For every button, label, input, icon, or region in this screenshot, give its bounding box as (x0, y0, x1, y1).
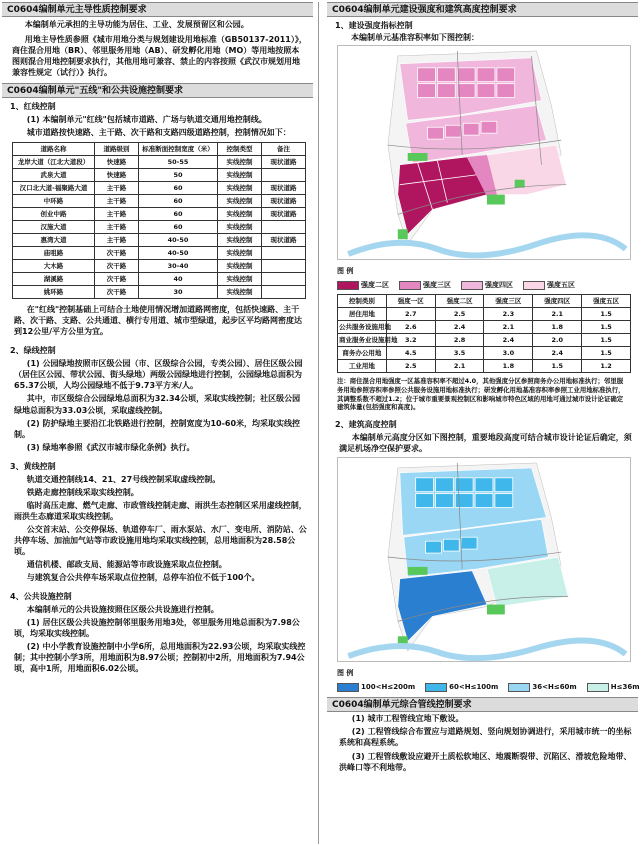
section-header-pipelines: C0604编制单元综合管线控制要求 (327, 697, 638, 712)
intensity-paragraph: 本编制单元基准容积率如下图控制： (351, 33, 479, 43)
public-facility-paragraph-3: (2) 中小学教育设施控制中小学6所，总用地面积为22.93公顷，均采取实线控制；其中控制小学3所，用地面积为8.97公顷；控制初中2所，用地面积为7.94公顷，高中1所，用地面积6.02公顷。 (14, 642, 306, 674)
legend-swatch (337, 683, 359, 692)
table-cell: 1.8 (484, 360, 533, 373)
table-cell: 实线控制 (218, 182, 262, 195)
table-cell: 主干路 (95, 221, 139, 234)
table-row (13, 234, 306, 247)
section-header-five-lines: C0604编制单元"五线"和公共设施控制要求 (2, 83, 313, 98)
table-row (13, 208, 306, 221)
table-row (13, 273, 306, 286)
legend-item (425, 683, 498, 693)
table-row (338, 321, 631, 334)
legend-item (523, 281, 575, 291)
intensity-table-header-cell: 强度五区 (582, 295, 631, 308)
table-cell: 现状道路 (262, 195, 306, 208)
table-row (13, 286, 306, 299)
table-row (13, 195, 306, 208)
road-table-header-cell: 备注 (262, 143, 306, 156)
green-line-paragraph-4: (3) 绿地率参照《武汉市城市绿化条例》执行。 (26, 442, 195, 452)
table-cell: 2.6 (386, 321, 435, 334)
table-row (338, 347, 631, 360)
legend-item (337, 683, 415, 693)
table-cell: 汉施大道 (13, 221, 95, 234)
table-cell (262, 286, 306, 299)
legend-label: 100<H≤200m (361, 682, 416, 691)
table-cell: 40-50 (138, 247, 217, 260)
table-row (338, 360, 631, 373)
table-cell: 现状道路 (262, 156, 306, 169)
table-cell: 惠湾大道 (13, 234, 95, 247)
legend-item (337, 281, 389, 291)
table-cell: 居住用地 (338, 308, 387, 321)
table-cell: 1.5 (533, 360, 582, 373)
yellow-line-item: 公交首末站、公交停保场、轨道停车厂、雨水泵站、水厂、变电所、消防站、公共停车场、加油加气站等市政设施用地均采取实线控制，总用地面积为28.58公顷。 (14, 524, 307, 556)
yellow-line-item: 铁路走廊控制线采取实线控制。 (26, 487, 139, 497)
intensity-table-header-cell: 控制类别 (338, 295, 387, 308)
table-cell: 4.5 (386, 347, 435, 360)
table-cell: 2.4 (484, 334, 533, 347)
height-zoning-map (337, 457, 631, 662)
section-header-intensity: C0604编制单元建设强度和建筑高度控制要求 (327, 2, 638, 17)
table-cell: 实线控制 (218, 260, 262, 273)
table-cell: 龙岸大道（江北大道段） (13, 156, 95, 169)
table-cell (262, 260, 306, 273)
intensity-legend (327, 265, 638, 279)
table-cell: 2.0 (533, 334, 582, 347)
green-line-paragraph-2: 其中，市区级综合公园绿地总面积为32.34公顷，采取实线控制；社区级公园绿地总面积为33.03公顷，采取虚线控制。 (14, 394, 301, 415)
public-facility-paragraph-1: 本编制单元的公共设施按照住区级公共设施进行控制。 (26, 604, 219, 614)
intensity-title: 1、建设强度指标控制 (335, 21, 413, 30)
table-cell: 2.1 (533, 308, 582, 321)
yellow-line-item: 与建筑复合公共停车场采取点位控制，总停车泊位不低于100个。 (26, 572, 260, 582)
table-cell: 实线控制 (218, 286, 262, 299)
table-cell: 2.7 (386, 308, 435, 321)
table-cell: 60 (138, 208, 217, 221)
legend-label: H≤36m (610, 682, 640, 691)
table-cell: 2.5 (386, 360, 435, 373)
table-cell: 实线控制 (218, 221, 262, 234)
table-cell: 次干路 (95, 273, 139, 286)
table-cell: 主干路 (95, 208, 139, 221)
table-cell: 主干路 (95, 182, 139, 195)
table-cell: 60 (138, 221, 217, 234)
table-cell: 现状道路 (262, 234, 306, 247)
function-paragraph-1: 本编制单元承担的主导功能为居住、工业、发展预留区和公园。 (24, 20, 249, 29)
public-facility-title: 4、公共设施控制 (10, 591, 72, 601)
table-cell: 1.5 (582, 334, 631, 347)
legend-item (461, 281, 513, 291)
table-cell: 2.4 (533, 347, 582, 360)
table-cell: 武泉大道 (13, 169, 95, 182)
height-legend-items (327, 681, 638, 695)
red-line-title: 1、红线控制 (10, 102, 56, 112)
column-divider (318, 2, 319, 844)
right-column (327, 2, 638, 844)
legend-title: 图 例 (337, 267, 354, 276)
legend-swatch (425, 683, 447, 692)
legend-swatch (508, 683, 530, 692)
table-cell: 大木路 (13, 260, 95, 273)
left-column (2, 2, 313, 844)
road-table (12, 142, 306, 299)
table-cell: 50-55 (138, 156, 217, 169)
table-cell: 30 (138, 286, 217, 299)
table-cell: 快速路 (95, 169, 139, 182)
table-cell: 2.1 (484, 321, 533, 334)
table-cell: 商务办公用地 (338, 347, 387, 360)
table-cell: 1.5 (582, 308, 631, 321)
table-cell (262, 273, 306, 286)
road-table-header (13, 143, 306, 156)
table-cell: 1.5 (582, 347, 631, 360)
green-line-paragraph-1: (1) 公园绿地按照市区级公园（市、区级综合公园，专类公园）、居住区级公园（居住区公园、带状公园、街头绿地）两级公园绿地进行控制，公园绿地总面积为65.37公顷，人均公园绿地不低于9.73平方米/人。 (14, 359, 303, 391)
table-cell: 60 (138, 182, 217, 195)
legend-label: 36<H≤60m (532, 682, 577, 691)
table-cell (262, 169, 306, 182)
table-row (13, 169, 306, 182)
table-cell: 2.1 (435, 360, 484, 373)
table-cell: 主干路 (95, 195, 139, 208)
table-cell: 60 (138, 195, 217, 208)
road-table-header-cell: 道路名称 (13, 143, 95, 156)
table-cell: 1.5 (582, 321, 631, 334)
yellow-line-title: 3、黄线控制 (10, 461, 56, 471)
legend-swatch (587, 683, 609, 692)
legend-item (399, 281, 451, 291)
table-row (338, 308, 631, 321)
table-cell: 汉口北大道-福聚路大道 (13, 182, 95, 195)
legend-label: 强度四区 (485, 280, 513, 289)
table-cell: 次干路 (95, 247, 139, 260)
public-facility-paragraph-2: (1) 居住区级公共设施控制邻里服务用地3处，邻里服务用地总面积为7.98公顷，均采取实线控制。 (14, 618, 300, 639)
section-header-function: C0604编制单元主导性质控制要求 (2, 2, 313, 17)
road-table-header-cell: 道路级别 (95, 143, 139, 156)
height-legend (327, 667, 638, 681)
legend-label: 强度三区 (423, 280, 451, 289)
table-cell: 现状道路 (262, 182, 306, 195)
table-cell: 实线控制 (218, 234, 262, 247)
height-paragraph: 本编制单元高度分区如下图控制，重要地段高度可结合城市设计论证后确定，须满足机场净空保护要求。 (339, 433, 632, 454)
table-cell: 实线控制 (218, 247, 262, 260)
table-cell: 1.8 (533, 321, 582, 334)
intensity-table-header-cell: 强度四区 (533, 295, 582, 308)
table-cell (262, 221, 306, 234)
table-row (13, 182, 306, 195)
table-cell: 3.5 (435, 347, 484, 360)
legend-title: 图 例 (337, 669, 354, 678)
table-cell: 50 (138, 169, 217, 182)
table-row (13, 156, 306, 169)
legend-swatch (399, 281, 421, 290)
table-cell: 实线控制 (218, 156, 262, 169)
table-cell: 实线控制 (218, 208, 262, 221)
road-table-header-cell: 控制类型 (218, 143, 262, 156)
table-cell: 现状道路 (262, 208, 306, 221)
table-cell: 创业中路 (13, 208, 95, 221)
red-line-paragraph-3: 在"红线"控制基础上可结合土地使用情况增加道路网密度，包括快速路、主干路、次干路、支路、公共通道、横行专用道、城市型绿道，起步区平均路网密度达到12公里/平方公里为宜。 (14, 305, 302, 337)
table-cell: 3.2 (386, 334, 435, 347)
pipeline-paragraph-3: (3) 工程管线敷设应避开土质松软地区、地震断裂带、沉陷区、滑坡危险地带、洪峰口等不利地带。 (339, 751, 632, 772)
table-cell: 2.3 (484, 308, 533, 321)
table-cell: 实线控制 (218, 169, 262, 182)
intensity-table-header-cell: 强度一区 (386, 295, 435, 308)
pipeline-paragraph-2: (2) 工程管线综合布置应与道路规划、竖向规划协调进行，采用城市统一的坐标系统和高程系统。 (339, 727, 632, 748)
table-cell: 中环路 (13, 195, 95, 208)
intensity-note: 注：商住混合用地强度一区基准容积率不超过4.0，其他强度分区参照商务办公用地标准执行；邻里服务用地参照容积率参照公共服务设施用地标准执行；研发孵化用地基准容积率参照工业用地标准执行，其调整系数不超过1.2；位于城市重要景观控制区和影响城市特色区域的用地可通过城市设计论证确定建筑体量(包括强度和高度)。 (337, 377, 625, 412)
road-table-header-cell: 标准断面控制宽度（米） (138, 143, 217, 156)
table-cell: 1.2 (582, 360, 631, 373)
table-cell: 次干路 (95, 260, 139, 273)
table-cell: 实线控制 (218, 195, 262, 208)
intensity-table-header-cell: 强度二区 (435, 295, 484, 308)
yellow-line-item: 通信机楼、邮政支局、能源站等市政设施采取点位控制。 (26, 559, 227, 569)
intensity-zoning-map (337, 45, 631, 260)
yellow-line-item: 临时高压走廊、燃气走廊、市政管线控制走廊、雨洪生态控制区采用虚线控制，雨洪生态廊道采取实线控制。 (14, 500, 307, 521)
legend-swatch (461, 281, 483, 290)
table-row (338, 334, 631, 347)
table-cell: 2.5 (435, 308, 484, 321)
function-paragraph-2: 用地主导性质参照《城市用地分类与规划建设用地标准（GB50137-2011）》，商住混合用地（BR）、邻里服务用地（AB）、研发孵化用地（MO）等用地按照本图则混合用地控制要求执行，其他用地可兼容、禁止的内容按照《武汉市规划用地兼容性规定（试行）》执行。 (12, 35, 307, 78)
height-title: 2、建筑高度控制 (335, 419, 397, 429)
table-cell: 湖溪路 (13, 273, 95, 286)
legend-item (508, 683, 576, 693)
legend-label: 60<H≤100m (449, 682, 499, 691)
pipeline-paragraph-1: (1) 城市工程管线宜地下敷设。 (351, 714, 464, 724)
yellow-line-item: 轨道交通控制线14、21、27号线控制采取虚线控制。 (26, 474, 221, 484)
table-cell: 庙咀路 (13, 247, 95, 260)
table-cell: 40 (138, 273, 217, 286)
table-cell (262, 247, 306, 260)
table-cell: 商业服务业设施用地 (338, 334, 387, 347)
legend-label: 强度二区 (361, 280, 389, 289)
table-cell: 2.8 (435, 334, 484, 347)
table-cell: 30-40 (138, 260, 217, 273)
table-cell: 40-50 (138, 234, 217, 247)
table-cell: 实线控制 (218, 273, 262, 286)
legend-label: 强度五区 (547, 280, 575, 289)
intensity-legend-items (327, 279, 638, 293)
table-cell: 工业用地 (338, 360, 387, 373)
red-line-paragraph-1: (1) 本编制单元"红线"包括城市道路、广场与轨道交通用地控制线。 (26, 115, 267, 125)
table-cell: 快速路 (95, 156, 139, 169)
table-cell: 次干路 (95, 286, 139, 299)
intensity-table-header-cell: 强度三区 (484, 295, 533, 308)
table-cell: 3.0 (484, 347, 533, 360)
table-cell: 公共服务设施用地 (338, 321, 387, 334)
table-cell: 姚环路 (13, 286, 95, 299)
green-line-paragraph-3: (2) 防护绿地主要沿江北铁路进行控制，控制宽度为10-60米，均采取实线控制。 (14, 418, 301, 439)
legend-swatch (337, 281, 359, 290)
table-cell: 2.4 (435, 321, 484, 334)
green-line-title: 2、绿线控制 (10, 346, 56, 356)
table-cell: 主干路 (95, 234, 139, 247)
intensity-table-header (338, 295, 631, 308)
red-line-paragraph-2: 城市道路按快速路、主干路、次干路和支路四级道路控制，控制情况如下： (26, 128, 291, 138)
intensity-table (337, 294, 631, 373)
legend-swatch (523, 281, 545, 290)
table-row (13, 260, 306, 273)
legend-item (587, 683, 640, 693)
table-row (13, 221, 306, 234)
table-row (13, 247, 306, 260)
